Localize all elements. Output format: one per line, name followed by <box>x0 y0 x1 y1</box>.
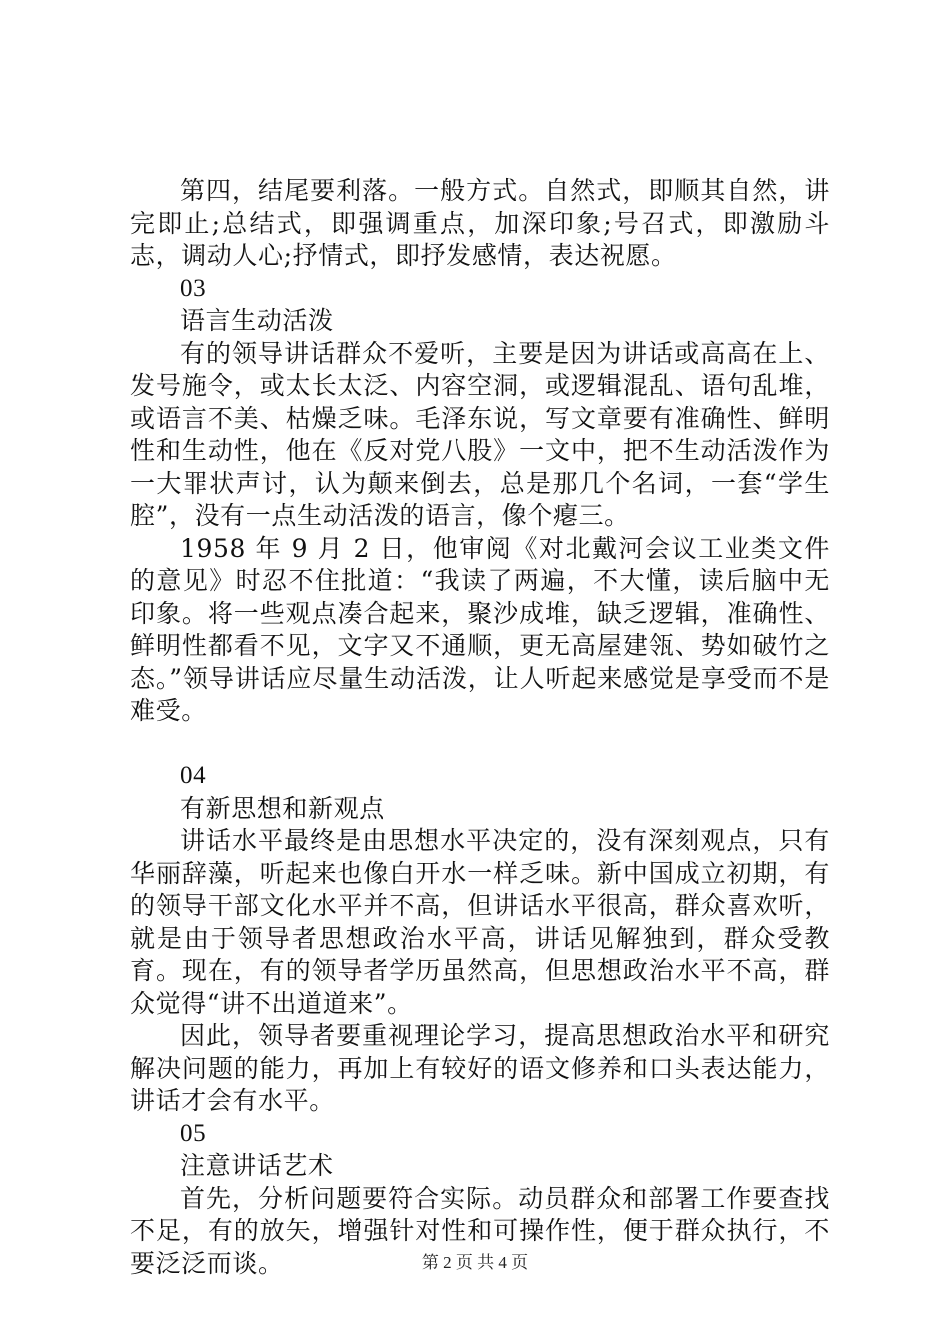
paragraph-speech-art-1: 首先，分析问题要符合实际。动员群众和部署工作要查找不足，有的放矢，增强针对性和可操作性，便于群众执行，不要泛泛而谈。 <box>130 1183 830 1278</box>
paragraph-language-1: 有的领导讲话群众不爱听，主要是因为讲话或高高在上、发号施令，或太长太泛、内容空洞，或逻辑混乱、语句乱堆，或语言不美、枯燥乏味。毛泽东说，写文章要有准确性、鲜明性和生动性，他在《反对党八股》一文中，把不生动活泼作为一大罪状声讨，认为颠来倒去，总是那几个名词，一套“学生腔”，没有一点生动活泼的语言，像个瘪三。 <box>130 338 830 530</box>
section-heading-language: 语言生动活泼 <box>180 306 334 335</box>
section-heading-new-ideas: 有新思想和新观点 <box>180 793 385 823</box>
page-footer: 第 2 页 共 4 页 <box>421 1253 529 1272</box>
document-body <box>130 175 830 1280</box>
paragraph-ideas-1: 讲话水平最终是由思想水平决定的，没有深刻观点，只有华丽辞藻，听起来也像白开水一样乏味。新中国成立初期，有的领导干部文化水平并不高，但讲话水平很高，群众喜欢听，就是由于领导者思想政治水平高，讲话见解独到，群众受教育。现在，有的领导者学历虽然高，但思想政治水平不高，群众觉得“讲不出道道来”。 <box>130 826 830 1018</box>
paragraph-language-2: 1958 年 9 月 2 日，他审阅《对北戴河会议工业类文件的意见》时忍不住批道：“我读了两遍，不大懂，读后脑中无印象。将一些观点凑合起来，聚沙成堆，缺乏逻辑，准确性、鲜明性都看不见，文字又不通顺，更无高屋建瓴、势如破竹之态。”领导讲话应尽量生动活泼，让人听起来感觉是享受而不是难受。 <box>130 533 830 725</box>
section-number-04: 04 <box>180 762 207 789</box>
blank-line <box>130 728 830 761</box>
section-number-05: 05 <box>180 1119 207 1147</box>
paragraph-ideas-2: 因此，领导者要重视理论学习，提高思想政治水平和研究解决问题的能力，再加上有较好的语文修养和口头表达能力，讲话才会有水平。 <box>130 1021 830 1115</box>
paragraph-ending-styles: 第四，结尾要利落。一般方式。自然式，即顺其自然，讲完即止;总结式，即强调重点，加深印象;号召式，即激励斗志，调动人心;抒情式，即抒发感情，表达祝愿。 <box>130 176 830 270</box>
section-heading-speech-art: 注意讲话艺术 <box>180 1151 334 1180</box>
section-number-03: 03 <box>180 274 207 302</box>
